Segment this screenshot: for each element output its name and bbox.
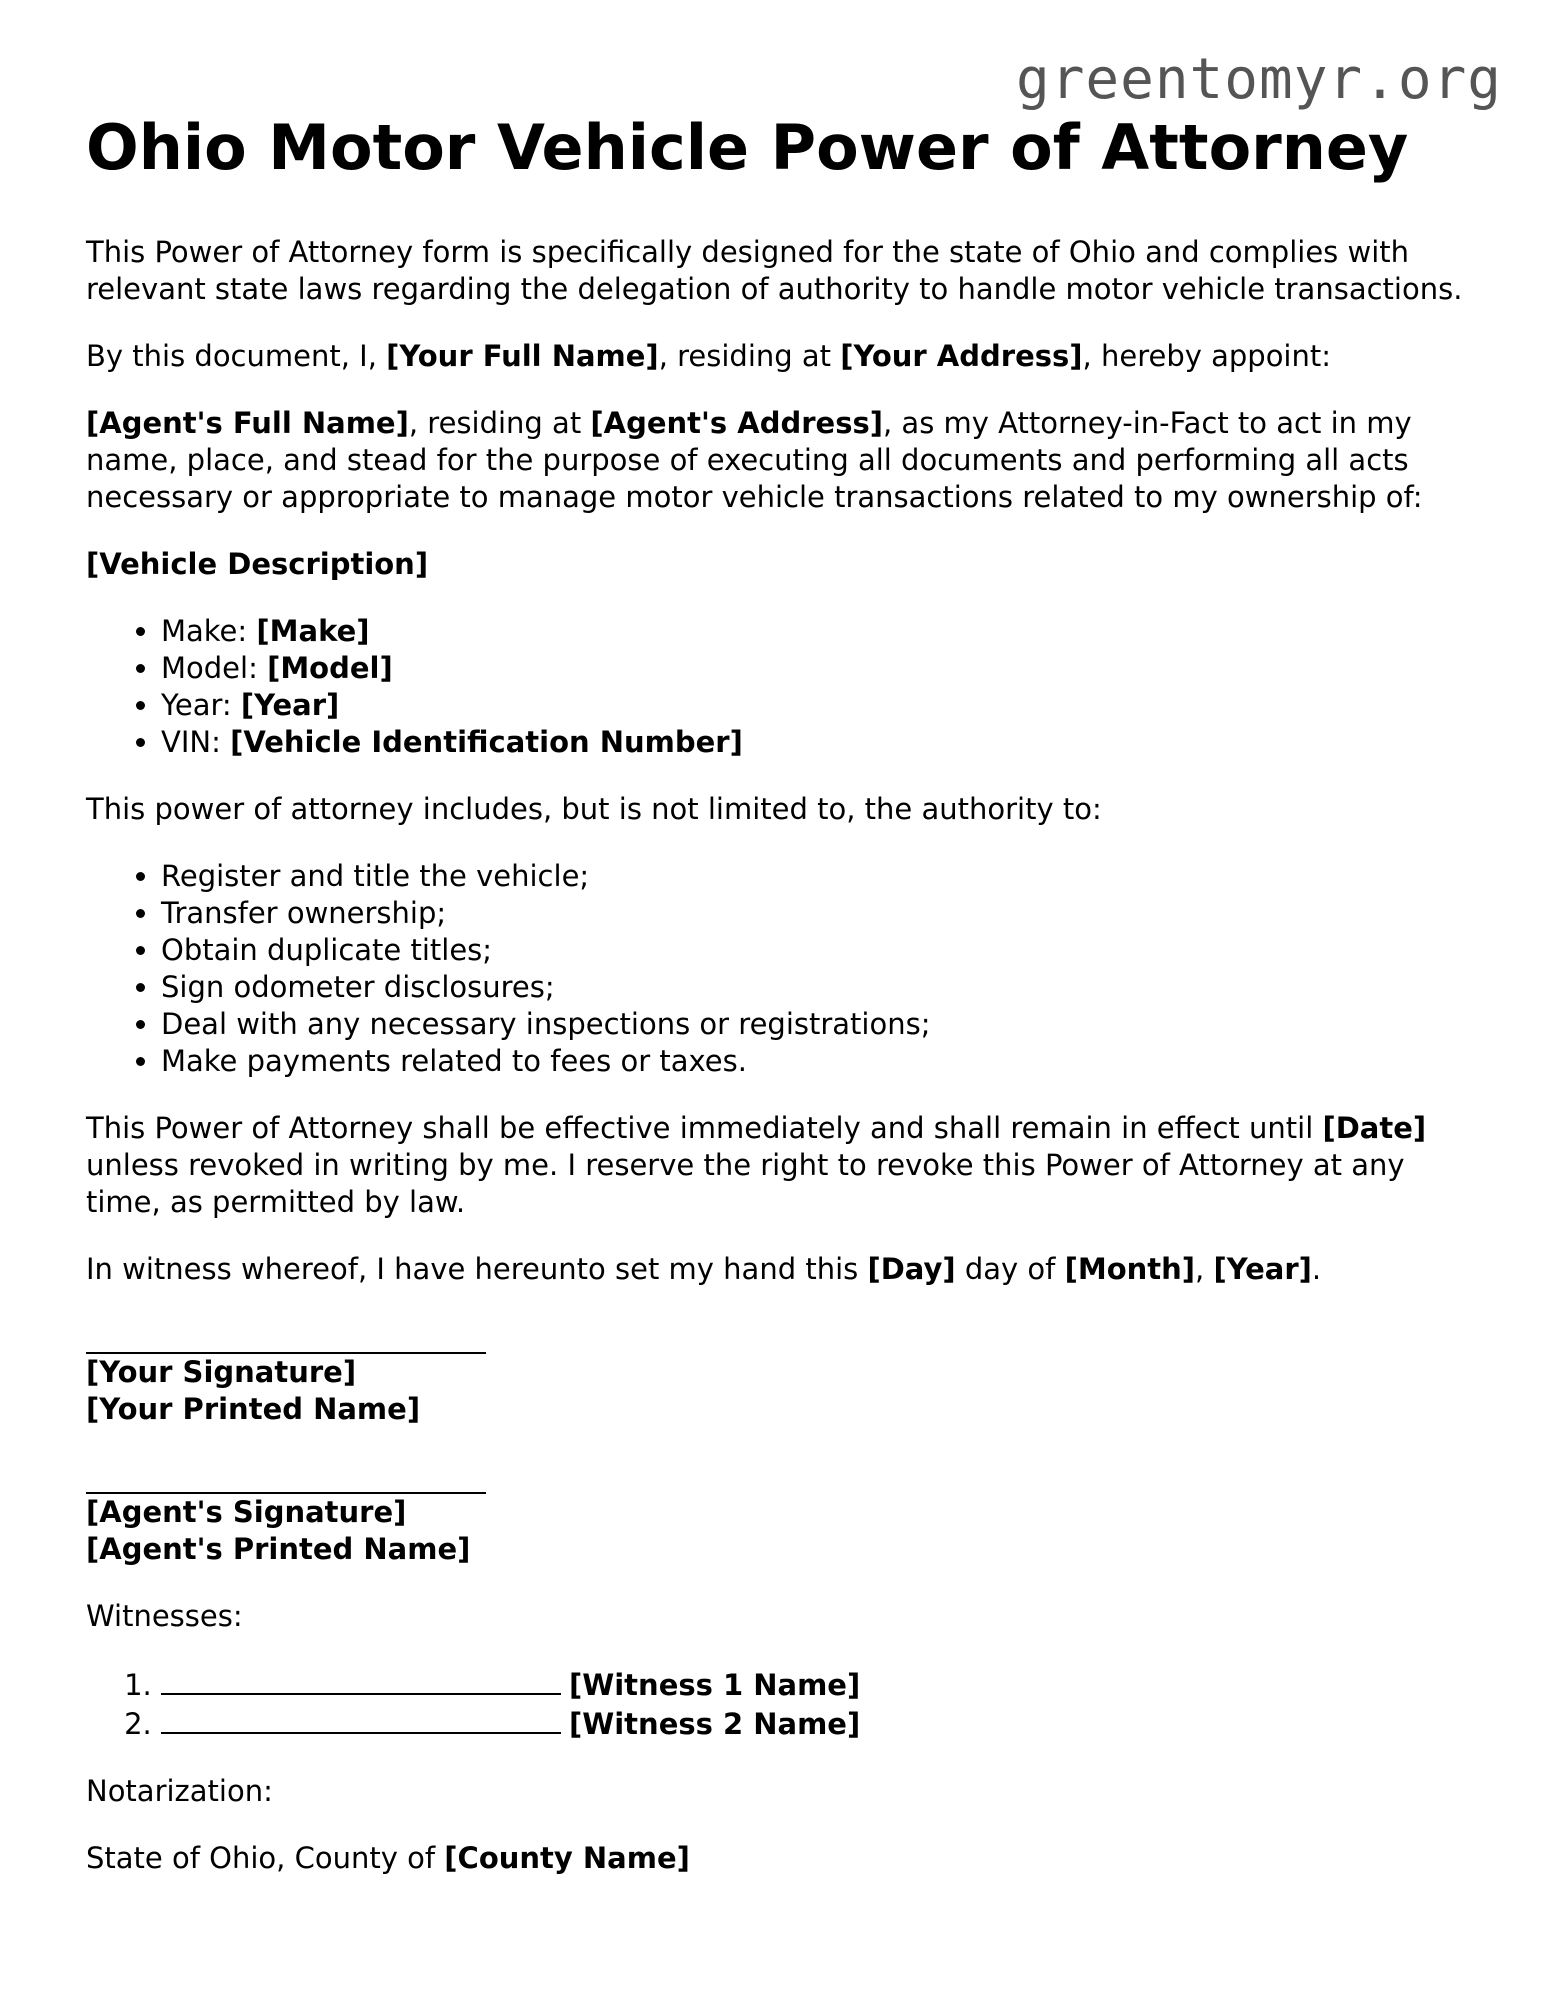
agent-signature-label [86, 1494, 1486, 1531]
vehicle-item-value: [Make] [256, 614, 370, 648]
witness-signature-line[interactable] [161, 1665, 561, 1695]
vehicle-item-year [161, 687, 1486, 724]
agent-mid: , residing at [408, 406, 591, 440]
document-page [86, 110, 1486, 1907]
agent-signature-line[interactable] [86, 1466, 486, 1494]
appoint-suffix: , hereby appoint: [1082, 339, 1332, 373]
vehicle-item-make [161, 613, 1486, 650]
vehicle-heading [86, 546, 1486, 583]
notarization-label: Notarization: [86, 1774, 273, 1808]
vehicle-item-value: [Vehicle Identification Number] [230, 725, 743, 759]
witness-clause [86, 1251, 1486, 1288]
authority-item: • Make payments related to fees or taxes. [161, 1043, 1486, 1080]
vehicle-item-label: Make: [161, 614, 257, 648]
witness-signature-line[interactable] [161, 1704, 561, 1734]
agent-name-placeholder: [Agent's Full Name] [86, 406, 409, 440]
vehicle-item-model [161, 650, 1486, 687]
witness-item [161, 1704, 1486, 1743]
principal-name-placeholder: [Your Full Name] [386, 339, 659, 373]
vehicle-item-label: Year: [161, 688, 241, 722]
principal-signature-line[interactable] [86, 1326, 486, 1354]
vehicle-heading-text: [Vehicle Description] [86, 547, 429, 581]
witness-item [161, 1665, 1486, 1704]
year-placeholder: [Year] [1213, 1252, 1312, 1286]
principal-signature-label [86, 1354, 1486, 1391]
agent-signature-text: [Agent's Signature] [86, 1495, 407, 1529]
agent-paragraph [86, 405, 1486, 516]
authority-item: • Transfer ownership; [161, 895, 1486, 932]
witness-name: [Witness 2 Name] [569, 1707, 861, 1741]
vehicle-item-label: VIN: [161, 725, 231, 759]
authority-item: • Deal with any necessary inspections or registrations; [161, 1006, 1486, 1043]
authority-list [86, 858, 1486, 1080]
notarization-county [86, 1840, 1486, 1877]
principal-address-placeholder: [Your Address] [840, 339, 1083, 373]
witness-clause-prefix: In witness whereof, I have hereunto set my hand this [86, 1252, 868, 1286]
vehicle-item-vin [161, 724, 1486, 761]
effective-paragraph [86, 1110, 1486, 1221]
document-title: Ohio Motor Vehicle Power of Attorney [86, 111, 1409, 184]
authority-item: • Register and title the vehicle; [161, 858, 1486, 895]
month-placeholder: [Month] [1064, 1252, 1196, 1286]
agent-text: , as my Attorney-in-Fact to act in my name, place, and stead for the purpose of executing all documents and performing all acts necessary or appropriate to manage motor vehicle transactions related to my ownership of: [86, 406, 1423, 514]
vehicle-item-value: [Model] [267, 651, 393, 685]
intro-paragraph: This Power of Attorney form is specifically designed for the state of Ohio and complies with relevant state laws regarding the delegation of authority to handle motor vehicle transactions. [86, 235, 1463, 306]
authority-item: • Sign odometer disclosures; [161, 969, 1486, 1006]
authority-item: • Obtain duplicate titles; [161, 932, 1486, 969]
watermark: greentomyr.org [1015, 47, 1502, 112]
vehicle-item-label: Model: [161, 651, 268, 685]
effective-suffix: unless revoked in writing by me. I reserve the right to revoke this Power of Attorney at any time, as permitted by law. [86, 1148, 1405, 1219]
agent-printed-name-text: [Agent's Printed Name] [86, 1532, 471, 1566]
vehicle-item-value: [Year] [240, 688, 340, 722]
appoint-prefix: By this document, I, [86, 339, 387, 373]
agent-address-placeholder: [Agent's Address] [590, 406, 883, 440]
appoint-paragraph [86, 338, 1486, 375]
agent-printed-name-label [86, 1531, 1486, 1568]
witness-name: [Witness 1 Name] [569, 1668, 861, 1702]
witness-list [86, 1665, 1486, 1743]
agent-signature-block [86, 1466, 1486, 1568]
authority-intro: This power of attorney includes, but is not limited to, the authority to: [86, 792, 1102, 826]
principal-signature-text: [Your Signature] [86, 1355, 357, 1389]
principal-signature-block [86, 1326, 1486, 1428]
principal-printed-name-label [86, 1391, 1486, 1428]
day-placeholder: [Day] [867, 1252, 956, 1286]
witnesses-label: Witnesses: [86, 1599, 243, 1633]
witness-clause-comma: , [1195, 1252, 1214, 1286]
county-placeholder: [County Name] [444, 1841, 690, 1875]
vehicle-list [86, 613, 1486, 761]
witness-clause-mid: day of [955, 1252, 1065, 1286]
appoint-mid: , residing at [658, 339, 841, 373]
date-placeholder: [Date] [1322, 1111, 1427, 1145]
effective-prefix: This Power of Attorney shall be effective immediately and shall remain in effect until [86, 1111, 1323, 1145]
witness-clause-end: . [1311, 1252, 1322, 1286]
principal-printed-name-text: [Your Printed Name] [86, 1392, 421, 1426]
notarization-prefix: State of Ohio, County of [86, 1841, 445, 1875]
